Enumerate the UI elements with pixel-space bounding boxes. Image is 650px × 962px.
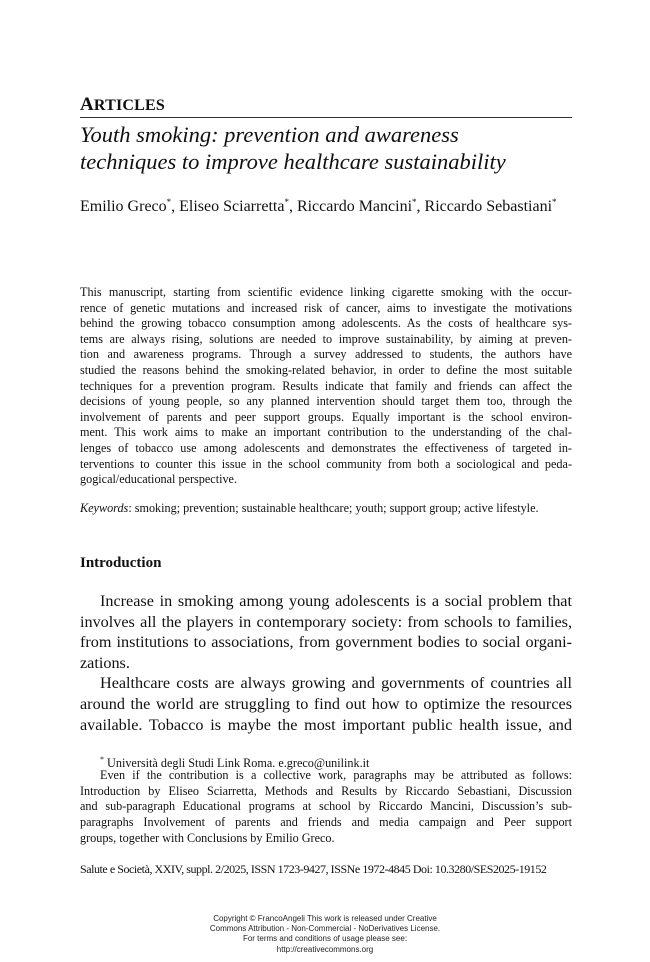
- body-line: zations.: [80, 653, 130, 672]
- introduction-body: [80, 591, 572, 735]
- body-line: around the world are struggling to find out how to optimize the resources: [80, 694, 572, 713]
- footnote-affiliation-text: Università degli Studi Link Roma. e.greco@unilink.it: [104, 756, 370, 770]
- abstract-line: terventions to counter this issue in the school community from both a sociological and peda-: [80, 456, 572, 471]
- author-name: Riccardo Sebastiani: [424, 198, 553, 215]
- keywords: [80, 500, 572, 516]
- keywords-label: Keywords: [80, 501, 129, 515]
- keywords-text: : smoking; prevention; sustainable healthcare; youth; support group; active lifestyle.: [128, 501, 539, 515]
- body-line: Increase in smoking among young adolescents is a social problem that: [100, 592, 572, 610]
- title-line: techniques to improve healthcare sustainability: [80, 149, 506, 174]
- abstract-line: studied the reasons behind the smoking-related behavior, in order to define the most suitable: [80, 362, 572, 377]
- body-line: available. Tobacco is maybe the most important public health issue, and: [80, 715, 572, 734]
- footnote-line: paragraphs Involvement of parents and friends and media campaign and Peer support: [80, 815, 572, 830]
- author-affiliation-mark: *: [166, 197, 172, 207]
- footnote-affiliation: [80, 752, 572, 768]
- section-label: [80, 94, 165, 116]
- title-line: Youth smoking: prevention and awareness: [80, 122, 459, 147]
- abstract-line: involvement of parents and peer support groups. Equally important is the school environ-: [80, 409, 572, 424]
- header-rule: [80, 117, 572, 118]
- footnote-line: Even if the contribution is a collective work, paragraphs may be attributed as follows:: [100, 767, 572, 782]
- abstract-line: behind the growing tobacco consumption among adolescents. As the costs of healthcare sys-: [80, 316, 572, 331]
- section-label-initial: A: [80, 94, 94, 115]
- journal-info: Salute e Società, XXIV, suppl. 2/2025, ISSN 1723-9427, ISSNe 1972-4845 Doi: 10.3280/SES2025-19152: [80, 862, 547, 876]
- abstract-line: decisions of young people, so any planned intervention should target them too, through the: [80, 394, 572, 409]
- license-line: Commons Attribution - Non-Commercial - NoDerivatives License.: [209, 924, 441, 934]
- abstract-line: techniques for a prevention program. Results indicate that family and friends can affect the: [80, 378, 572, 393]
- article-title: [80, 121, 580, 175]
- footnote-line: groups, together with Conclusions by Emilio Greco.: [80, 830, 335, 845]
- body-line: involves all the players in contemporary society: from schools to families,: [80, 612, 572, 631]
- abstract: [80, 285, 572, 488]
- abstract-line: ment. This work aims to make an important contribution to the understanding of the chal-: [80, 425, 572, 440]
- section-label-rest: RTICLES: [93, 97, 166, 114]
- abstract-line: gogical/educational perspective.: [80, 472, 238, 487]
- author-affiliation-mark: *: [412, 197, 417, 207]
- author-list: Emilio Greco*, Eliseo Sciarretta*, Riccardo Mancini*, Riccardo Sebastiani*: [80, 197, 557, 215]
- license-line: http://creativecommons.org: [276, 944, 374, 954]
- section-heading-introduction: Introduction: [80, 555, 162, 571]
- abstract-line: tems are always rising, solutions are needed to improve sustainability, by aiming at preven-: [80, 331, 572, 346]
- author-affiliation-mark: *: [284, 197, 289, 207]
- body-line: Healthcare costs are always growing and governments of countries all: [100, 674, 572, 693]
- author-name: Eliseo Sciarretta: [179, 198, 285, 215]
- author-name: Riccardo Mancini: [296, 198, 413, 215]
- abstract-line: rence of genetic mutations and increased risk of cancer, aims to investigate the motivations: [80, 300, 572, 315]
- footnote-mark: *: [100, 755, 104, 764]
- license-line: Copyright © FrancoAngeli This work is released under Creative: [213, 914, 437, 923]
- footnotes: [80, 752, 572, 847]
- author-affiliation-mark: *: [552, 197, 557, 207]
- abstract-line: tion and awareness programs. Through a survey addressed to students, the authors have: [80, 347, 572, 362]
- author-name: Emilio Greco: [80, 198, 167, 215]
- license-notice: [0, 914, 650, 955]
- body-line: from institutions to associations, from government bodies to social organi-: [80, 633, 572, 652]
- abstract-line: This manuscript, starting from scientific evidence linking cigarette smoking with the occur-: [80, 285, 572, 299]
- abstract-line: lenges of tobacco use among adolescents and demonstrates the effectiveness of targeted in-: [80, 440, 572, 455]
- footnote-line: Introduction by Eliseo Sciarretta, Methods and Results by Riccardo Sebastiani, Discussion: [80, 783, 572, 798]
- license-line: For terms and conditions of usage please see:: [242, 934, 408, 944]
- footnote-line: and sub-paragraph Educational programs at school by Riccardo Mancini, Discussion’s sub-: [80, 799, 572, 814]
